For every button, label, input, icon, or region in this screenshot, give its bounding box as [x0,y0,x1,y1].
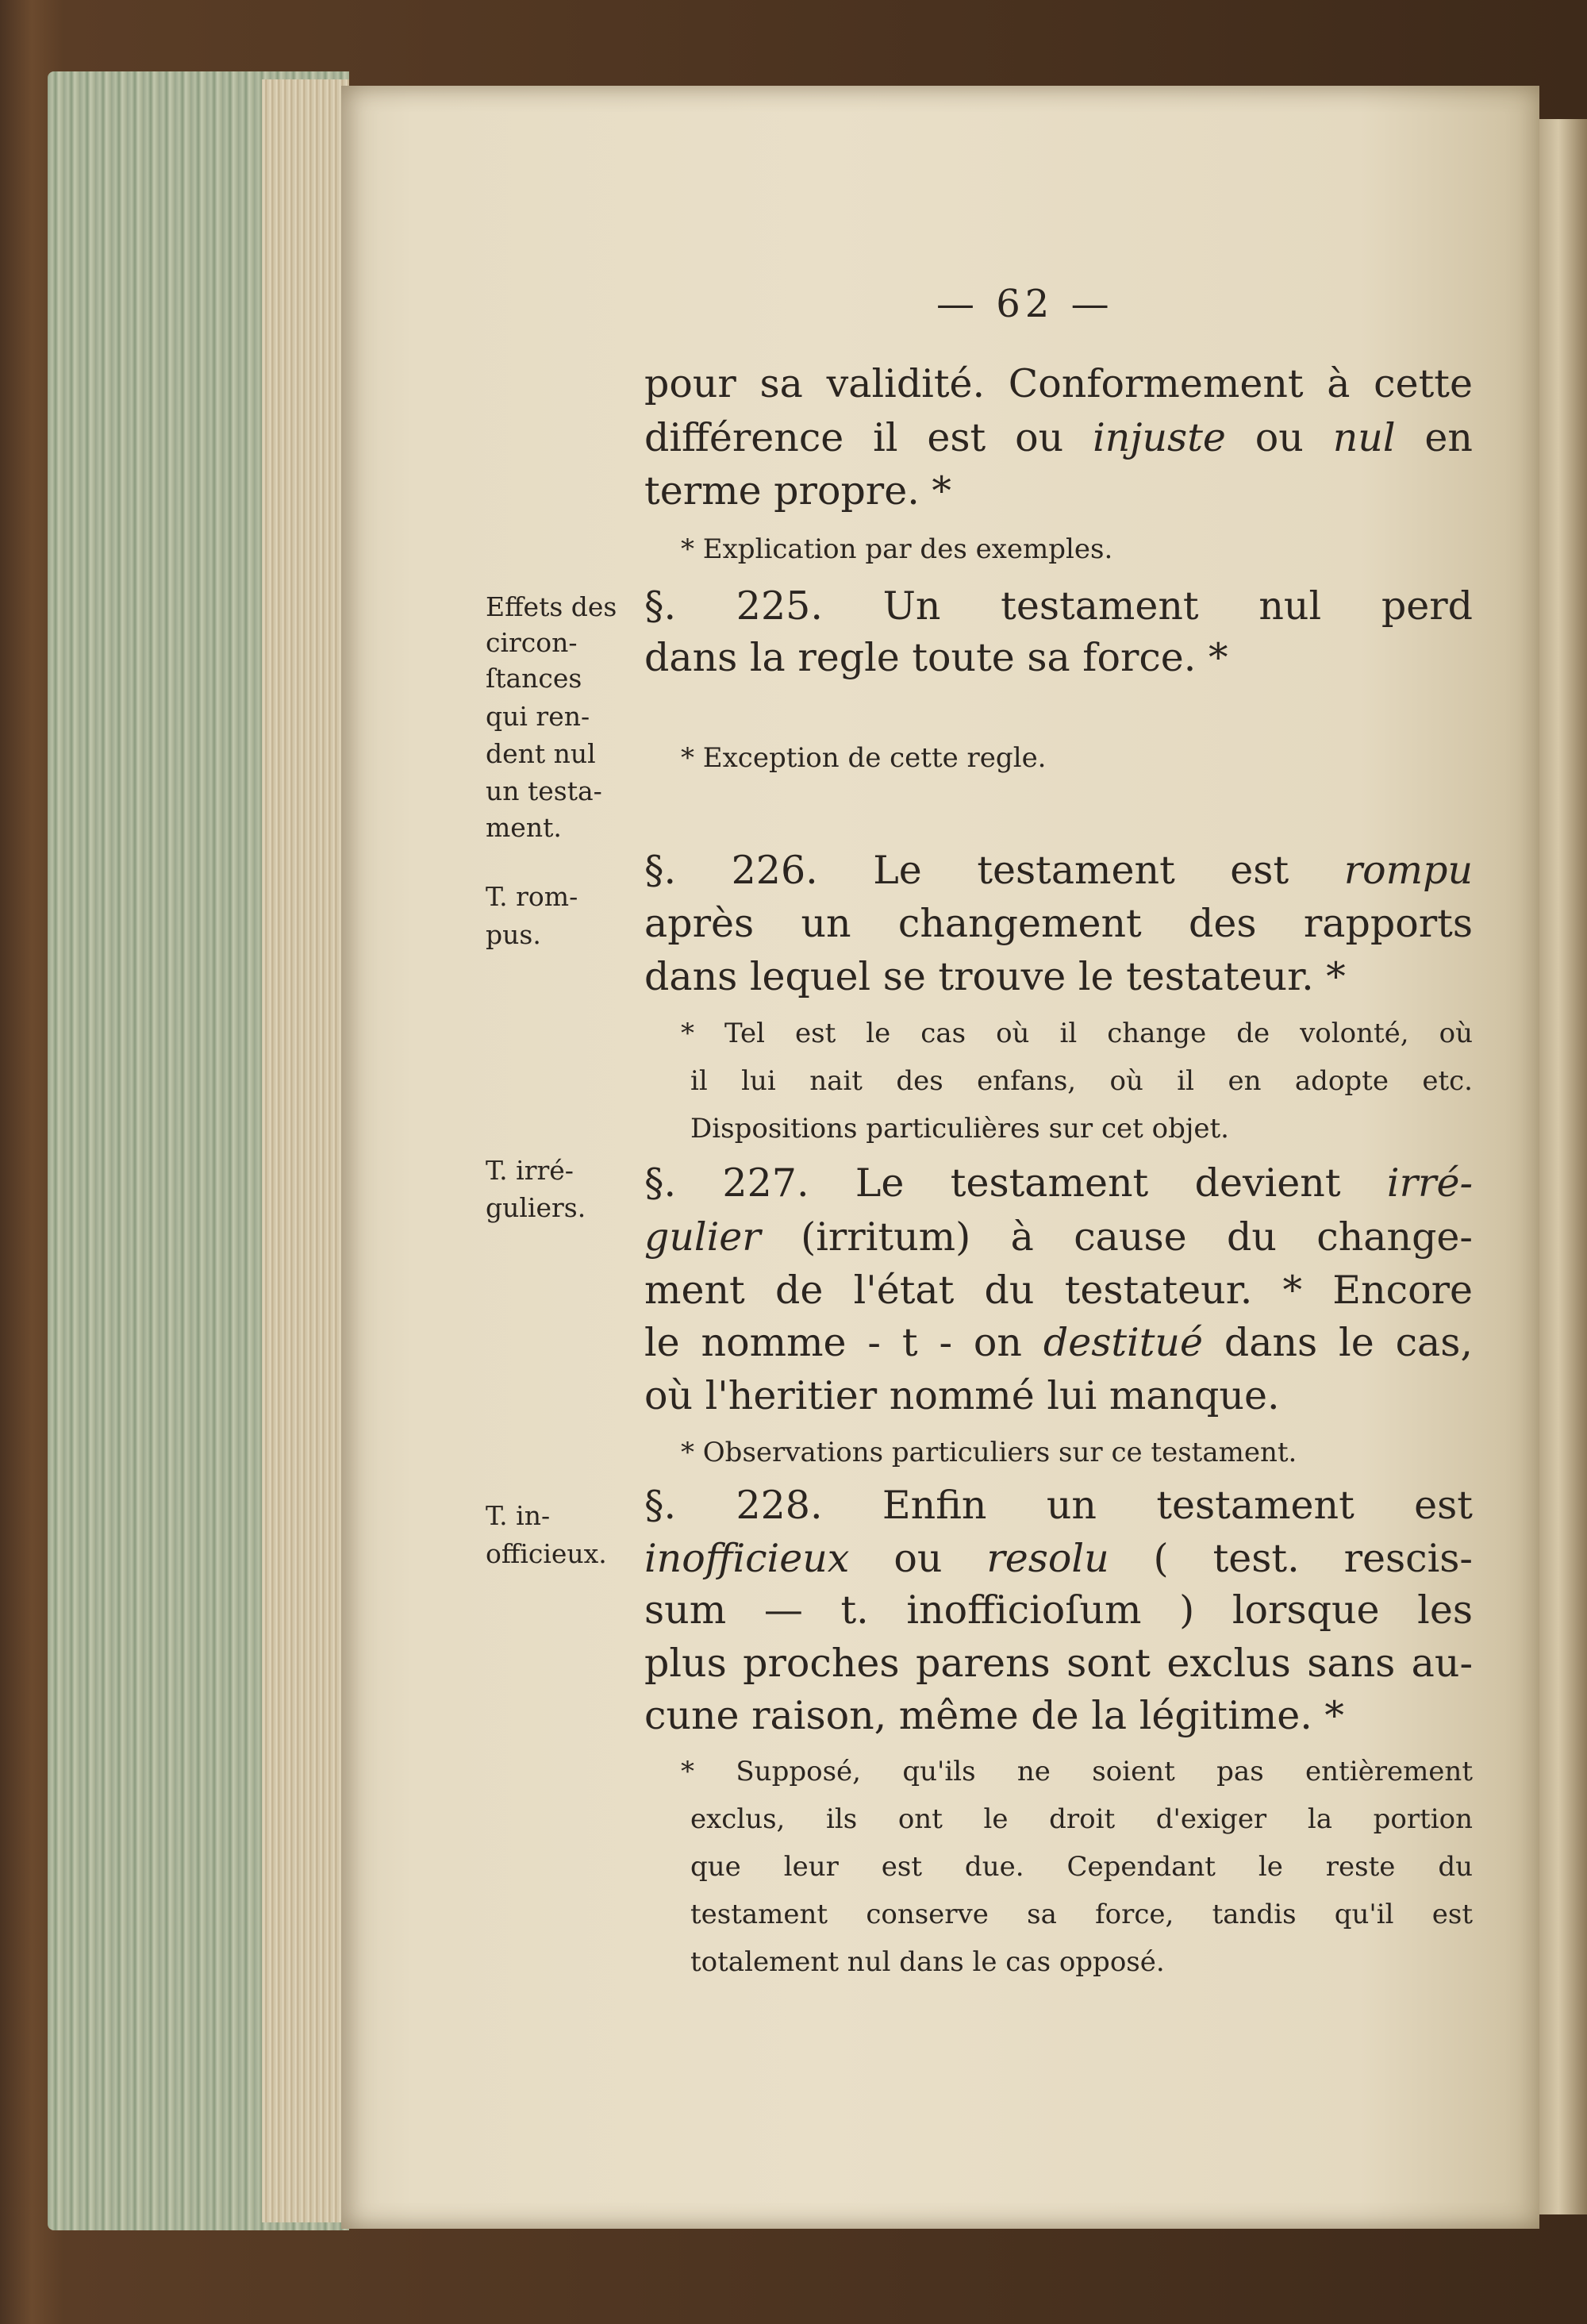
footnote-line: exclus, ils ont le droit d'exiger la portion [690,1803,1473,1835]
footnote-line: totalement nul dans le cas opposé. [690,1946,1165,1978]
body-line: gulier (irritum) à cause du change- [644,1214,1473,1260]
page-number: — 62 — [936,282,1114,326]
footnote-line: * Tel est le cas où il change de volonté, où [681,1018,1473,1049]
margin-note-line: dent nul [486,738,596,769]
margin-note-line: guliers. [486,1192,586,1223]
body-line: terme propre. * [644,468,951,514]
margin-note-line: ment. [486,812,562,843]
margin-note-line: un testa- [486,775,602,806]
body-line: §. 225. Un testament nul perd [644,583,1473,629]
body-line: différence il est ou injuste ou nul en [644,415,1473,460]
body-line: §. 228. Enfin un testament est [644,1483,1473,1528]
body-line: §. 227. Le testament devient irré- [644,1160,1473,1206]
body-line: le nomme - t - on destitué dans le cas, [644,1320,1473,1365]
footnote-line: * Explication par des exemples. [681,533,1113,565]
footnote-line: * Exception de cette regle. [681,742,1047,774]
body-line: sum — t. inofficioſum ) lorsque les [644,1587,1473,1633]
footnote-line: * Observations particuliers sur ce testament. [681,1437,1297,1468]
margin-note-line: T. rom- [486,881,578,912]
body-line: ment de l'état du testateur. * Encore [644,1268,1473,1313]
margin-note-line: Effets des [486,591,617,622]
margin-note-line: circon- [486,627,578,658]
body-line: où l'heritier nommé lui manque. [644,1373,1280,1418]
body-line: dans lequel se trouve le testateur. * [644,954,1346,999]
footnote-line: Dispositions particulières sur cet objet. [690,1113,1229,1145]
page-stack [262,79,349,2222]
margin-note-line: pus. [486,919,541,950]
body-line: dans la regle toute sa force. * [644,635,1228,680]
margin-note-line: qui ren- [486,701,590,732]
footnote-line: testament conserve sa force, tandis qu'il est [690,1899,1473,1930]
footnote-line: * Supposé, qu'ils ne soient pas entièrement [681,1756,1473,1787]
body-line: §. 226. Le testament est rompu [644,848,1473,893]
body-line: inofficieux ou resolu ( test. rescis- [644,1536,1473,1581]
footnote-line: que leur est due. Cependant le reste du [690,1851,1473,1883]
margin-note-line: T. in- [486,1500,551,1531]
footnote-line: il lui nait des enfans, où il en adopte etc. [690,1065,1473,1097]
body-line: après un changement des rapports [644,901,1473,946]
body-line: plus proches parens sont exclus sans au- [644,1641,1473,1686]
body-line: pour sa validité. Conformement à cette [644,361,1473,406]
body-line: cune raison, même de la légitime. * [644,1693,1344,1738]
margin-note-line: officieux. [486,1538,607,1569]
margin-note-line: ſtances [486,663,582,694]
margin-note-line: T. irré- [486,1155,574,1186]
facing-page-edge [1539,119,1587,2214]
